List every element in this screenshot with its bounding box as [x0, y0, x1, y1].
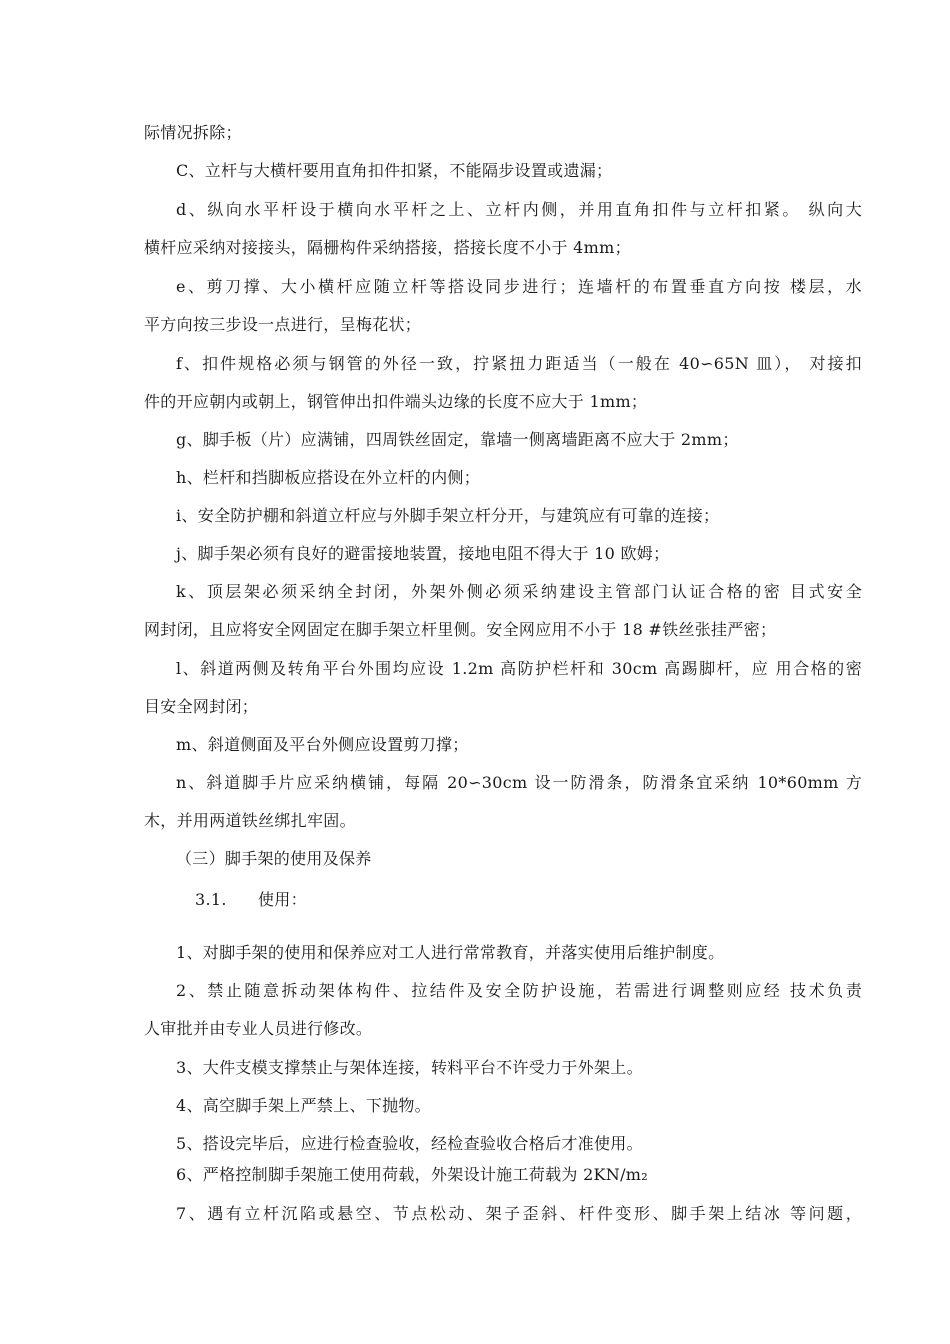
text-line: h、栏杆和挡脚板应搭设在外立杆的内侧； — [176, 468, 481, 487]
text-line: 2、禁止随意拆动架体构件、拉结件及安全防护设施，若需进行调整则应经 技术负责 — [176, 981, 862, 1000]
text-line: 1、对脚手架的使用和保养应对工人进行常常教育，并落实使用后维护制度。 — [176, 943, 725, 962]
text-line: l、斜道两侧及转角平台外围均应设 1.2m 高防护栏杆和 30cm 高踢脚杆，应 用合格的密 — [176, 659, 862, 678]
text-line: 木，并用两道铁丝绑扎牢固。 — [144, 811, 356, 830]
text-line: m、斜道侧面及平台外侧应设置剪刀撑； — [176, 735, 469, 754]
text-line: f、扣件规格必须与钢管的外径一致，拧紧扭力距适当（一般在 40∽65N 皿）， 对接扣 — [176, 354, 862, 373]
text-line: C、立杆与大横杆要用直角扣件扣紧，不能隔步设置或遗漏； — [176, 161, 613, 180]
text-line: g、脚手板（片）应满铺，四周铁丝固定，靠墙一侧离墙距离不应大于 2mm； — [176, 430, 739, 449]
subsection-number: 3.1. — [195, 890, 227, 909]
text-line: 际情况拆除； — [144, 123, 242, 142]
text-line: 平方向按三步设一点进行，呈梅花状； — [144, 315, 422, 334]
text-line: d、纵向水平杆设于横向水平杆之上、立杆内侧，并用直角扣件与立杆扣紧。 纵向大 — [176, 200, 862, 219]
text-line: 网封闭，且应将安全网固定在脚手架立杆里侧。安全网应用不小于 18 #铁丝张挂严密； — [144, 620, 777, 639]
text-line: 7、遇有立杆沉陷或悬空、节点松动、架子歪斜、杆件变形、脚手架上结冰 等问题， — [176, 1204, 862, 1223]
text-line: 目安全网封闭； — [144, 697, 259, 716]
text-line: n、斜道脚手片应采纳横铺，每隔 20∽30cm 设一防滑条，防滑条宜采纳 10*60mm 方 — [176, 773, 862, 792]
text-line: k、顶层架必须采纳全封闭，外架外侧必须采纳建设主管部门认证合格的密 目式安全 — [176, 582, 862, 601]
section-heading: （三）脚手架的使用及保养 — [176, 849, 372, 868]
text-line: 5、搭设完毕后，应进行检查验收，经检查验收合格后才准使用。 — [176, 1134, 643, 1153]
text-line: i、安全防护棚和斜道立杆应与外脚手架立杆分开，与建筑应有可靠的连接； — [176, 506, 720, 525]
text-line: 人审批并由专业人员进行修改。 — [144, 1019, 373, 1038]
text-line: e、剪刀撑、大小横杆应随立杆等搭设同步进行；连墙杆的布置垂直方向按 楼层，水 — [176, 277, 862, 296]
subsection-title: 使用： — [258, 890, 307, 909]
text-line: 横杆应采纳对接接头，隔栅构件采纳搭接，搭接长度不小于 4mm； — [144, 238, 631, 257]
text-line: 4、高空脚手架上严禁上、下抛物。 — [176, 1096, 431, 1115]
text-line: 6、严格控制脚手架施工使用荷载，外架设计施工荷载为 2KN/m₂ — [176, 1165, 648, 1184]
text-line: 3、大件支模支撑禁止与架体连接，转料平台不许受力于外架上。 — [176, 1058, 643, 1077]
text-line: 件的开应朝内或朝上，钢管伸出扣件端头边缘的长度不应大于 1mm； — [144, 392, 648, 411]
text-line: j、脚手架必须有良好的避雷接地装置，接地电阻不得大于 10 欧姆； — [176, 544, 670, 563]
